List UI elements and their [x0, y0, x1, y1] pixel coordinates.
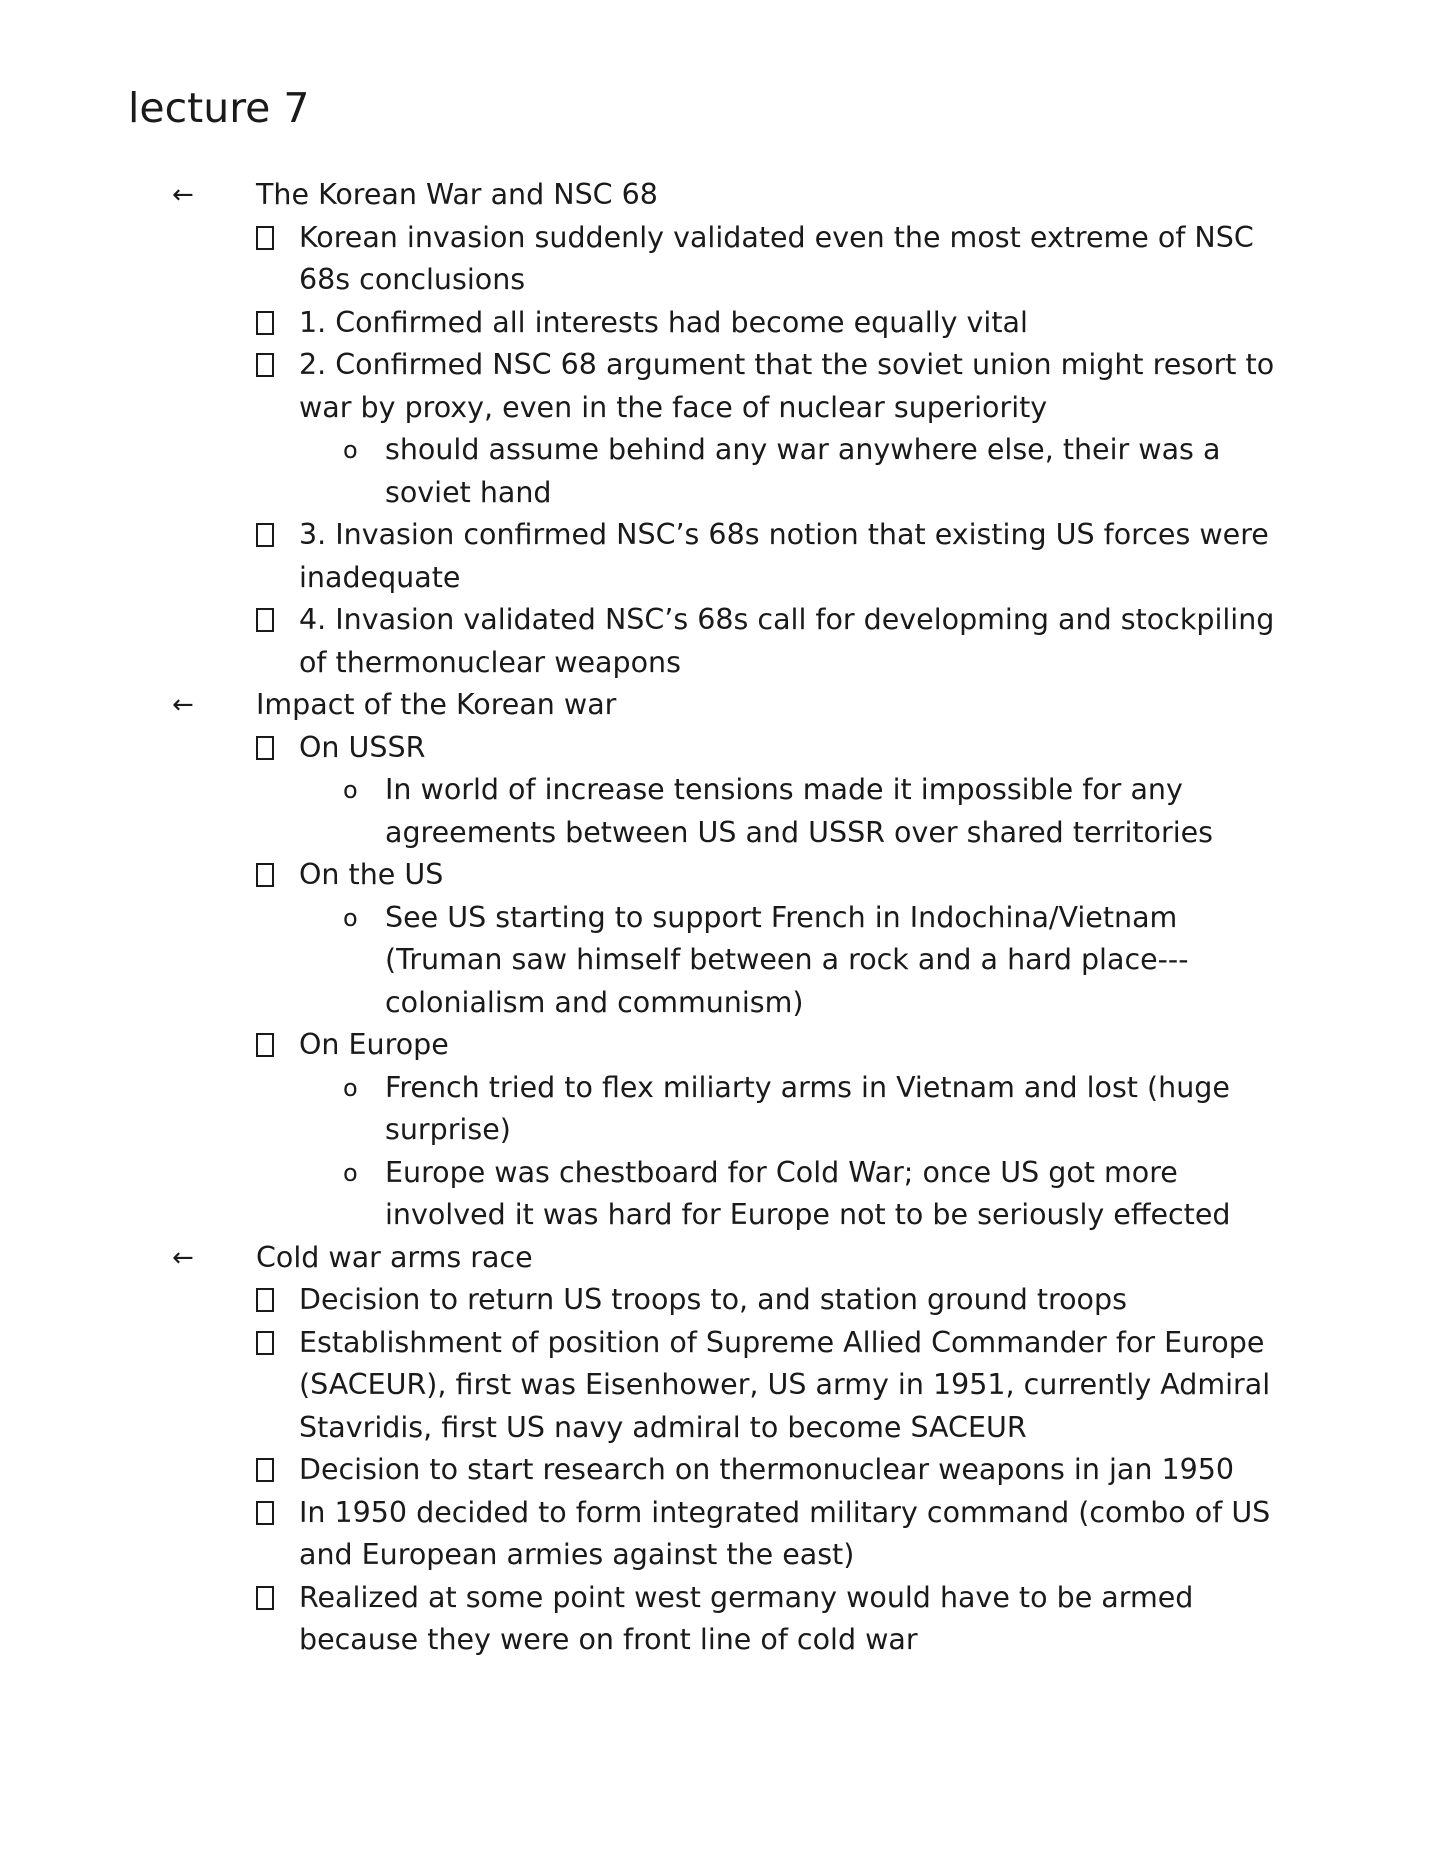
list-item: [0, 1492, 1456, 1577]
box-bullet-icon: [256, 311, 274, 335]
list-item: [0, 854, 1456, 897]
list-item: [0, 302, 1456, 345]
sub-list-item: [0, 429, 1456, 514]
circle-bullet-icon: o: [343, 436, 358, 464]
arrow-left-icon: ←: [172, 1242, 194, 1273]
section-heading: [0, 684, 1456, 727]
box-bullet-icon: [256, 353, 274, 377]
sub-list-item-text: French tried to flex miliarty arms in Vietnam and lost (huge surprise): [385, 1070, 1230, 1146]
list-item-text: 4. Invasion validated NSC’s 68s call for developming and stockpiling of thermonuclear weapons: [299, 603, 1275, 679]
circle-bullet-icon: o: [343, 1158, 358, 1187]
sub-list-item: [0, 769, 1456, 854]
list-item-text: On Europe: [299, 1028, 449, 1061]
list-item: [0, 1279, 1456, 1322]
circle-bullet-icon: o: [343, 776, 358, 804]
sub-list-item: [0, 1067, 1456, 1152]
box-bullet-icon: [256, 863, 274, 887]
section-heading-text: The Korean War and NSC 68: [256, 178, 658, 211]
box-bullet-icon: [256, 1331, 274, 1355]
section-heading: [0, 174, 1456, 217]
list-item-text: On USSR: [299, 730, 426, 764]
section-heading: [0, 1237, 1456, 1280]
sub-list-item-text: Europe was chestboard for Cold War; once US got more involved it was hard for Europe not to be seriously effected: [385, 1155, 1231, 1231]
list-item: [0, 1322, 1456, 1450]
list-item-text: Decision to start research on thermonuclear weapons in jan 1950: [299, 1453, 1234, 1486]
box-bullet-icon: [256, 608, 274, 632]
box-bullet-icon: [256, 1288, 274, 1312]
list-item-text: Realized at some point west germany would have to be armed because they were on front line of cold war: [299, 1580, 1194, 1656]
box-bullet-icon: [256, 1033, 274, 1057]
circle-bullet-icon: o: [343, 903, 358, 932]
list-item-text: Korean invasion suddenly validated even the most extreme of NSC 68s conclusions: [299, 220, 1254, 296]
list-item: [0, 514, 1456, 599]
sub-list-item: [0, 897, 1456, 1025]
box-bullet-icon: [256, 1458, 274, 1482]
section-heading-text: Cold war arms race: [256, 1240, 533, 1274]
sub-list-item-text: In world of increase tensions made it impossible for any agreements between US and USSR over shared territories: [385, 773, 1214, 849]
outline: [0, 174, 1456, 1662]
list-item: [0, 344, 1456, 429]
list-item-text: Establishment of position of Supreme Allied Commander for Europe (SACEUR), first was Eisenhower, US army in 1951, currently Admiral Stavridis, first US navy admiral to become SACEUR: [299, 1325, 1271, 1444]
list-item: [0, 217, 1456, 302]
sub-list-item-text: should assume behind any war anywhere else, their was a soviet hand: [385, 433, 1221, 509]
list-item: [0, 1449, 1456, 1492]
section-heading-text: Impact of the Korean war: [256, 688, 617, 721]
box-bullet-icon: [256, 1501, 274, 1525]
list-item-text: On the US: [299, 858, 444, 891]
list-item-text: Decision to return US troops to, and station ground troops: [299, 1283, 1127, 1316]
list-item-text: 2. Confirmed NSC 68 argument that the soviet union might resort to war by proxy, even in the face of nuclear superiority: [299, 348, 1275, 424]
box-bullet-icon: [256, 226, 274, 250]
list-item: [0, 727, 1456, 770]
page-title: lecture 7: [128, 84, 310, 132]
sub-list-item: [0, 1152, 1456, 1237]
box-bullet-icon: [256, 736, 274, 760]
circle-bullet-icon: o: [343, 1073, 358, 1102]
list-item: [0, 1577, 1456, 1662]
list-item-text: In 1950 decided to form integrated military command (combo of US and European armies against the east): [299, 1495, 1271, 1571]
arrow-left-icon: ←: [172, 690, 194, 720]
box-bullet-icon: [256, 523, 274, 547]
list-item: [0, 1024, 1456, 1067]
list-item-text: 3. Invasion confirmed NSC’s 68s notion that existing US forces were inadequate: [299, 518, 1269, 594]
list-item: [0, 599, 1456, 684]
list-item-text: 1. Confirmed all interests had become equally vital: [299, 305, 1028, 339]
arrow-left-icon: ←: [172, 180, 194, 210]
box-bullet-icon: [256, 1586, 274, 1610]
sub-list-item-text: See US starting to support French in Indochina/Vietnam (Truman saw himself between a rock and a hard place---colonialism and communism): [385, 900, 1189, 1019]
